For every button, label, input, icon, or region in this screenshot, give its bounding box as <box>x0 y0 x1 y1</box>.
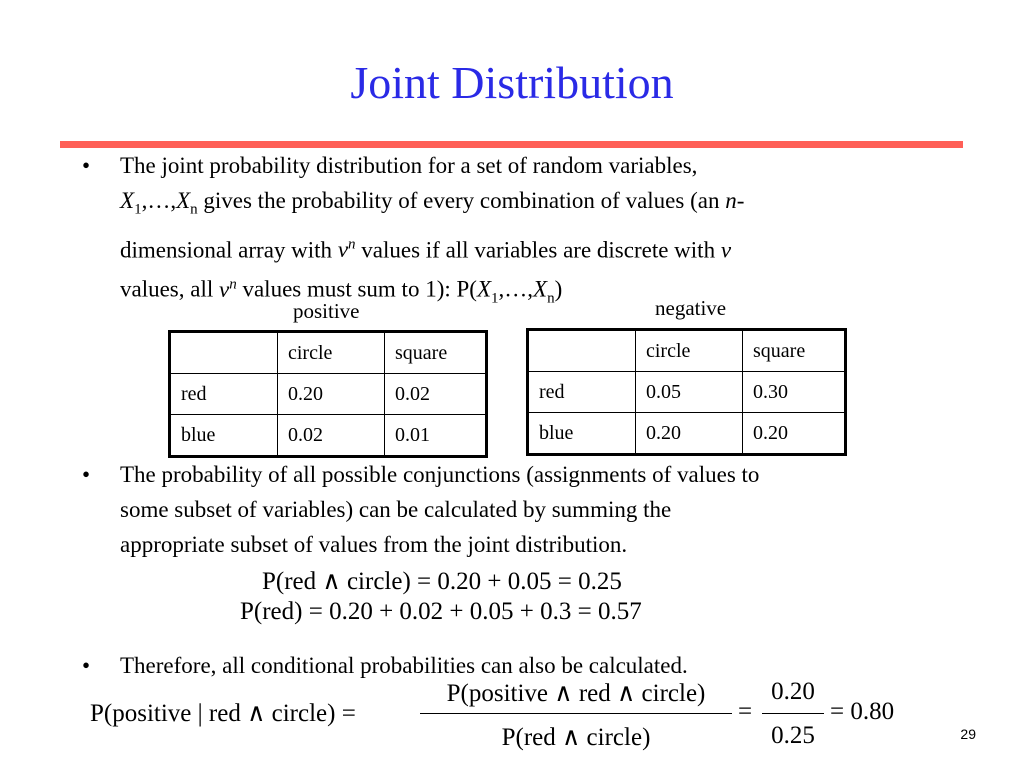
table-cell: 0.02 <box>278 415 385 457</box>
table-row <box>170 374 487 415</box>
bullet-2-text <box>120 457 759 562</box>
conditional-numerator: P(positive ∧ red ∧ circle) <box>446 680 706 707</box>
table-header-row <box>528 330 846 372</box>
table-positive-caption: positive <box>293 299 360 323</box>
bullet-2-line-2: some subset of variables) can be calculated by summing the <box>120 497 672 522</box>
table-cell: 0.01 <box>385 415 487 457</box>
table-cell: 0.20 <box>743 413 846 455</box>
table-cell: 0.20 <box>278 374 385 415</box>
conditional-result: = 0.80 <box>830 698 895 725</box>
conditional-lhs: P(positive | red ∧ circle) = <box>90 700 356 727</box>
bullet-1-line-4: values, all $v^n$ values must sum to 1): $P(X_1,\dots,X_n)$ <box>120 276 563 307</box>
equals-sign: = <box>738 698 753 725</box>
equation-joint-red-circle: P(red ∧ circle) = 0.20 + 0.05 = 0.25 <box>262 568 622 595</box>
negative-table <box>526 328 847 456</box>
table-cell: square <box>385 332 487 374</box>
table-row <box>528 372 846 413</box>
table-header-row <box>170 332 487 374</box>
fraction-bar <box>420 713 732 714</box>
table-row <box>170 415 487 457</box>
table-cell: circle <box>636 330 743 372</box>
table-cell: blue <box>528 413 636 455</box>
bullet-1-line-2: $X_1,\dots,X_n$ gives the probability of every combination of values (an n- <box>120 188 745 218</box>
conditional-denominator: P(red ∧ circle) <box>501 724 651 751</box>
bullet-dot: • <box>82 153 91 178</box>
table-cell: square <box>743 330 846 372</box>
bullet-1-text <box>120 148 744 317</box>
title-divider <box>60 141 963 148</box>
bullet-2-line-3: appropriate subset of values from the joint distribution. <box>120 532 628 557</box>
table-cell <box>170 332 278 374</box>
table-cell: 0.20 <box>636 413 743 455</box>
table-cell: red <box>528 372 636 413</box>
table-cell <box>528 330 636 372</box>
numeric-denominator: 0.25 <box>771 722 815 749</box>
bullet-3-text: Therefore, all conditional probabilities can also be calculated. <box>120 653 688 678</box>
table-negative-caption: negative <box>655 296 727 320</box>
table-cell: 0.30 <box>743 372 846 413</box>
bullet-1-line-3: dimensional array with $v^n$ values if all variables are discrete with v <box>120 236 732 263</box>
slide-title: Joint Distribution <box>350 57 674 108</box>
bullet-2-line-1: The probability of all possible conjunctions (assignments of values to <box>120 462 760 487</box>
bullet-1-line-1: The joint probability distribution for a set of random variables, <box>120 153 698 178</box>
table-cell: blue <box>170 415 278 457</box>
bullet-dot: • <box>82 462 91 487</box>
table-row <box>528 413 846 455</box>
table-cell: red <box>170 374 278 415</box>
table-cell: 0.02 <box>385 374 487 415</box>
fraction-bar <box>762 713 824 714</box>
numeric-numerator: 0.20 <box>771 678 815 705</box>
positive-table <box>168 330 488 458</box>
page-number: 29 <box>960 726 976 742</box>
table-cell: 0.05 <box>636 372 743 413</box>
bullet-dot: • <box>82 653 91 678</box>
table-cell: circle <box>278 332 385 374</box>
equation-marginal-red: P(red) = 0.20 + 0.02 + 0.05 + 0.3 = 0.57 <box>240 598 642 625</box>
